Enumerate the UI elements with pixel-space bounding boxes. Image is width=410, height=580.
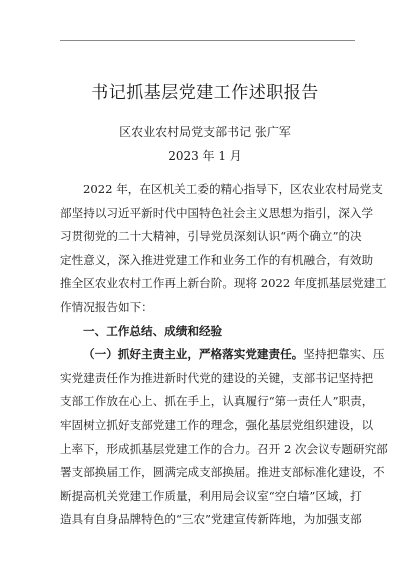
document-author: 区农业农村局党支部书记 张广军 — [119, 125, 291, 139]
document-date: 2023 年 1 月 — [168, 149, 242, 163]
document-body — [60, 178, 388, 532]
paragraph-line: 实党建责任作为推进新时代党的建设的关键，支部书记坚持把 — [60, 370, 374, 385]
intro-line: 作情况报告如下： — [60, 299, 153, 314]
section-heading: 一、工作总结、成绩和经验 — [83, 323, 223, 338]
header-rule — [60, 40, 355, 41]
paragraph-text: 坚持把靠实、压 — [303, 347, 385, 362]
intro-line: 部坚持以习近平新时代中国特色社会主义思想为指引，深入学 — [60, 205, 374, 220]
intro-line: 习贯彻党的二十大精神，引导党员深刻认识“两个确立”的决 — [60, 229, 362, 244]
document-title: 书记抓基层党建工作述职报告 — [91, 83, 319, 103]
intro-line: 2022 年，在区机关工委的精心指导下，区农业农村局党支 — [83, 182, 383, 196]
intro-line: 推全区农业农村工作再上新台阶。现将 2022 年度抓基层党建工 — [60, 276, 387, 291]
sub-heading: （一）抓好主责主业，严格落实党建责任。 — [83, 347, 304, 362]
paragraph-line: 署支部换届工作，圆满完成支部换届。推进支部标准化建设，不 — [60, 465, 385, 480]
paragraph-line: 支部工作放在心上、抓在手上，认真履行“第一责任人”职责， — [60, 394, 374, 409]
intro-line: 定性意义，深入推进党建工作和业务工作的有机融合，有效助 — [60, 252, 374, 267]
paragraph-line: 造具有自身品牌特色的“三农”党建宣传新阵地，为加强支部 — [60, 512, 362, 527]
paragraph-line: 断提高机关党建工作质量，利用局会议室“空白墙”区域，打 — [60, 488, 362, 503]
paragraph-line: 上率下，形成抓基层党建工作的合力。召开 2 次会议专题研究部 — [60, 441, 388, 456]
paragraph-line: 牢固树立抓好支部党建工作的理念，强化基层党组织建设，以 — [60, 417, 374, 432]
section-paragraph-first-line — [60, 343, 385, 367]
